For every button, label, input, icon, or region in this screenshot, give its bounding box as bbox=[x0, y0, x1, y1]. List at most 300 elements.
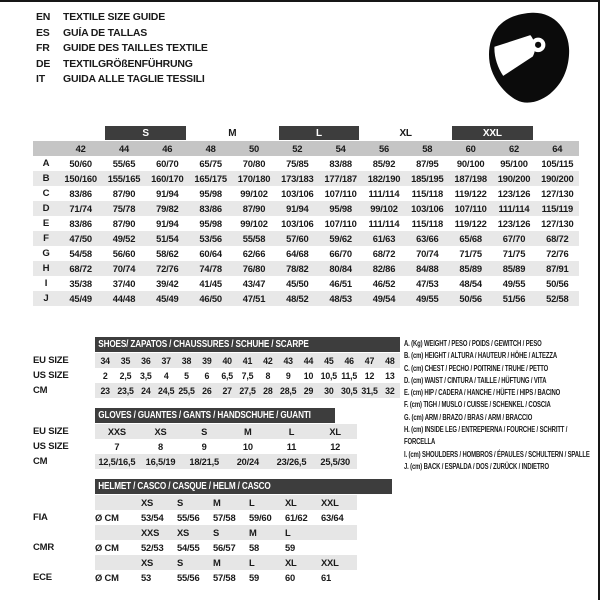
size-number: 58 bbox=[422, 143, 433, 154]
value-cell: 48 bbox=[385, 355, 395, 366]
measure-cell: 119/122 bbox=[454, 188, 487, 199]
measure-cell: 190/200 bbox=[541, 173, 574, 184]
language-header bbox=[36, 10, 208, 88]
shoes-cells bbox=[95, 368, 400, 383]
measure-cell: 65/68 bbox=[459, 233, 482, 244]
row-letter: C bbox=[42, 188, 50, 199]
measure-cell: 107/110 bbox=[454, 203, 487, 214]
row-label: US SIZE bbox=[33, 370, 69, 381]
language-title: TEXTILGRÖßENFÜHRUNG bbox=[63, 57, 193, 70]
row-label bbox=[33, 495, 95, 510]
value-cell: M bbox=[249, 527, 257, 538]
measure-cell: 87/95 bbox=[416, 158, 439, 169]
shoes-cells bbox=[95, 353, 400, 368]
measure-cell: 65/75 bbox=[199, 158, 222, 169]
value-cell: 25,5 bbox=[178, 385, 195, 396]
value-cell: 13 bbox=[385, 370, 395, 381]
value-cell: XS bbox=[141, 557, 154, 568]
measure-cell: 83/86 bbox=[69, 188, 92, 199]
measure-cell: 91/94 bbox=[286, 203, 309, 214]
measure-row-g bbox=[33, 246, 579, 261]
measure-row-h bbox=[33, 261, 579, 276]
value-cell: 55/56 bbox=[177, 572, 200, 583]
legend-item: I. (cm) SHOULDERS / HOMBROS / ÉPAULES / SCHULTERN / SPALLE bbox=[404, 448, 590, 459]
gloves-cells bbox=[95, 454, 357, 469]
value-cell: 59/60 bbox=[249, 512, 272, 523]
measure-cell: 75/78 bbox=[112, 203, 136, 214]
measure-cell: 61/63 bbox=[372, 233, 396, 244]
value-cell: 2 bbox=[102, 370, 108, 381]
gloves-row bbox=[33, 439, 357, 454]
value-cell: 38 bbox=[181, 355, 192, 366]
value-cell: 6,5 bbox=[221, 370, 233, 381]
measure-cell: 52/58 bbox=[546, 293, 569, 304]
legend-item: B. (cm) HEIGHT / ALTURA / HAUTEUR / HÖHE / ALTEZZA bbox=[404, 350, 557, 361]
value-cell: Ø CM bbox=[95, 512, 119, 523]
helmet-cells bbox=[95, 555, 357, 570]
measure-cell: 95/98 bbox=[329, 203, 352, 214]
row-label: EU SIZE bbox=[33, 355, 69, 366]
value-cell: L bbox=[249, 557, 255, 568]
size-number: 60 bbox=[465, 143, 476, 154]
measure-cell: 107/110 bbox=[324, 188, 357, 199]
measure-cell: 68/72 bbox=[546, 233, 569, 244]
measure-cell: 95/98 bbox=[199, 188, 222, 199]
language-title: GUIDA ALLE TAGLIE TESSILI bbox=[63, 73, 205, 86]
helmet-cells bbox=[95, 570, 357, 585]
measure-cell: 187/198 bbox=[454, 173, 487, 184]
measure-cell: 103/106 bbox=[281, 188, 314, 199]
measure-cell: 45/49 bbox=[69, 293, 92, 304]
measure-cell: 55/58 bbox=[242, 233, 266, 244]
language-code: IT bbox=[36, 73, 45, 86]
measure-cell: 173/183 bbox=[281, 173, 314, 184]
measure-row-d bbox=[33, 201, 579, 216]
row-label: CM bbox=[33, 385, 48, 396]
measure-cell: 56/60 bbox=[112, 248, 136, 259]
value-cell: 31,5 bbox=[361, 385, 378, 396]
value-cell: 32 bbox=[385, 385, 395, 396]
shoes-table bbox=[33, 353, 400, 398]
measure-cell: 105/115 bbox=[541, 158, 574, 169]
value-cell: 58 bbox=[249, 542, 260, 553]
measure-cell: 74/78 bbox=[199, 263, 222, 274]
language-code: EN bbox=[36, 11, 51, 23]
size-number: 44 bbox=[118, 143, 129, 154]
measure-cell: 85/89 bbox=[459, 263, 482, 274]
value-cell: 2,5 bbox=[119, 370, 132, 381]
shoes-title: SHOES/ ZAPATOS / CHAUSSURES / SCHUHE / SCARPE bbox=[98, 339, 309, 350]
measure-cell: 95/98 bbox=[199, 218, 222, 229]
gloves-table bbox=[33, 424, 357, 469]
value-cell: 29 bbox=[303, 385, 314, 396]
measure-cell: 57/60 bbox=[286, 233, 309, 244]
language-code: ES bbox=[36, 26, 50, 39]
legend-item: G. (cm) ARM / BRAZO / BRAS / ARM / BRACCIO bbox=[404, 411, 533, 422]
measure-cell: 47/53 bbox=[416, 278, 439, 289]
helmet-table bbox=[33, 495, 392, 585]
measure-cell: 49/54 bbox=[372, 293, 396, 304]
shoes-cells bbox=[95, 383, 400, 398]
value-cell: 61 bbox=[321, 572, 332, 583]
helmet-cells bbox=[95, 510, 357, 525]
row-label: CM bbox=[33, 456, 48, 467]
language-title: TEXTILE SIZE GUIDE bbox=[63, 11, 165, 23]
measure-cell: 87/90 bbox=[112, 188, 136, 199]
measure-cell: 84/88 bbox=[416, 263, 439, 274]
value-cell: 39 bbox=[202, 355, 212, 366]
value-cell: S bbox=[201, 426, 208, 437]
value-cell: S bbox=[177, 497, 184, 508]
value-cell: 41 bbox=[242, 355, 253, 366]
value-cell: 10,5 bbox=[320, 370, 337, 381]
measure-cell: 99/102 bbox=[240, 218, 268, 229]
measure-cell: 70/74 bbox=[416, 248, 439, 259]
value-cell: 8 bbox=[158, 441, 163, 452]
row-label: EU SIZE bbox=[33, 426, 69, 437]
measure-cell: 50/56 bbox=[546, 278, 569, 289]
measure-cell: 82/86 bbox=[372, 263, 396, 274]
legend-item: A. (Kg) WEIGHT / PESO / POIDS / GEWITCH / PESO bbox=[404, 338, 542, 348]
value-cell: XXL bbox=[321, 497, 339, 508]
measure-cell: 99/102 bbox=[240, 188, 268, 199]
measure-cell: 53/56 bbox=[199, 233, 222, 244]
value-cell: 36 bbox=[141, 355, 151, 366]
measure-cell: 54/58 bbox=[69, 248, 92, 259]
gloves-title-band bbox=[95, 408, 335, 423]
size-group-xl: XL bbox=[399, 127, 412, 139]
measure-cell: 46/50 bbox=[199, 293, 222, 304]
size-group-xxl: XXL bbox=[452, 126, 533, 140]
measure-cell: 123/126 bbox=[497, 218, 531, 229]
value-cell: 57/58 bbox=[213, 512, 236, 523]
row-letter: F bbox=[43, 233, 49, 244]
legend-item: F. (cm) TIGH / MUSLO / CUISSE / SCHENKEL / COSCIA bbox=[404, 399, 551, 410]
measure-cell: 99/102 bbox=[370, 203, 398, 214]
helmet-row bbox=[33, 540, 392, 555]
measure-cell: 115/118 bbox=[411, 218, 444, 229]
value-cell: 11,5 bbox=[341, 370, 358, 381]
size-group-m: M bbox=[228, 127, 237, 139]
size-number: 50 bbox=[248, 143, 259, 154]
value-cell: 53 bbox=[141, 572, 152, 583]
row-letter: H bbox=[42, 263, 50, 274]
measure-cell: 127/130 bbox=[541, 218, 574, 229]
measure-cell: 111/114 bbox=[368, 188, 400, 199]
value-cell: 20/24 bbox=[236, 456, 259, 467]
measure-cell: 47/50 bbox=[69, 233, 92, 244]
size-number: 48 bbox=[205, 143, 216, 154]
measure-row-i bbox=[33, 276, 579, 291]
measure-cell: 60/64 bbox=[199, 248, 222, 259]
value-cell: 11 bbox=[286, 441, 297, 452]
value-cell: 10 bbox=[242, 441, 253, 452]
row-label: ECE bbox=[33, 572, 52, 583]
size-table bbox=[33, 126, 579, 306]
row-label: FIA bbox=[33, 512, 48, 523]
measure-cell: 48/54 bbox=[459, 278, 482, 289]
value-cell: XL bbox=[285, 557, 297, 568]
measure-cell: 44/48 bbox=[112, 293, 136, 304]
measure-cell: 58/62 bbox=[156, 248, 179, 259]
measure-cell: 35/38 bbox=[69, 278, 92, 289]
value-cell: 30,5 bbox=[341, 385, 358, 396]
value-cell: 30 bbox=[324, 385, 334, 396]
value-cell: 18/21,5 bbox=[189, 456, 219, 467]
helmet-title-band bbox=[95, 479, 392, 494]
size-number: 42 bbox=[75, 143, 86, 154]
measure-cell: 60/70 bbox=[156, 158, 179, 169]
measure-cell: 190/200 bbox=[497, 173, 531, 184]
size-number: 46 bbox=[162, 143, 173, 154]
measure-cell: 37/40 bbox=[112, 278, 136, 289]
value-cell: 47 bbox=[364, 355, 375, 366]
row-label: US SIZE bbox=[33, 441, 69, 452]
value-cell: 57/58 bbox=[213, 572, 236, 583]
value-cell: 42 bbox=[263, 355, 273, 366]
value-cell: 3,5 bbox=[140, 370, 152, 381]
measure-cell: 90/100 bbox=[456, 158, 485, 169]
shoes-row bbox=[33, 368, 400, 383]
helmet-cells bbox=[95, 540, 357, 555]
measure-row-f bbox=[33, 231, 579, 246]
value-cell: L bbox=[249, 497, 255, 508]
value-cell: 45 bbox=[324, 355, 334, 366]
shoes-row bbox=[33, 353, 400, 368]
measure-cell: 45/49 bbox=[156, 293, 179, 304]
value-cell: 59 bbox=[249, 572, 260, 583]
value-cell: 8 bbox=[265, 370, 271, 381]
helmet-row bbox=[33, 525, 392, 540]
measure-cell: 95/100 bbox=[500, 158, 528, 169]
measure-cell: 66/70 bbox=[329, 248, 352, 259]
measure-row-j bbox=[33, 291, 579, 306]
value-cell: 12 bbox=[330, 441, 341, 452]
measure-cell: 85/92 bbox=[372, 158, 396, 169]
helmet-cells bbox=[95, 495, 357, 510]
value-cell: 28,5 bbox=[280, 385, 297, 396]
top-border-line bbox=[0, 0, 600, 2]
value-cell: 24 bbox=[141, 385, 151, 396]
size-number: 56 bbox=[378, 143, 389, 154]
size-number: 52 bbox=[292, 143, 303, 154]
measure-cell: 87/90 bbox=[242, 203, 266, 214]
value-cell: M bbox=[244, 426, 252, 437]
row-letter: D bbox=[42, 203, 50, 214]
row-label bbox=[33, 555, 95, 570]
value-cell: XS bbox=[141, 497, 154, 508]
value-cell: 63/64 bbox=[321, 512, 344, 523]
legend-item: C. (cm) CHEST / PECHO / POITRINE / TRUHE / PETTO bbox=[404, 362, 549, 373]
measure-cell: 72/76 bbox=[156, 263, 179, 274]
value-cell: S bbox=[213, 527, 220, 538]
measure-cell: 83/86 bbox=[199, 203, 222, 214]
value-cell: 61/62 bbox=[285, 512, 308, 523]
measure-cell: 177/187 bbox=[324, 173, 357, 184]
measure-cell: 46/51 bbox=[329, 278, 352, 289]
value-cell: 24,5 bbox=[158, 385, 175, 396]
measure-cell: 75/85 bbox=[286, 158, 309, 169]
measure-cell: 155/165 bbox=[107, 173, 141, 184]
value-cell: 23/26,5 bbox=[276, 456, 307, 467]
value-cell: 53/54 bbox=[141, 512, 164, 523]
value-cell: 46 bbox=[344, 355, 354, 366]
legend-item: H. (cm) INSIDE LEG / ENTREPIERNA / FOURCHE / SCHRITT / FORCELLA bbox=[404, 424, 568, 447]
legend-item: D. (cm) WAIST / CINTURA / TAILLE / HÜFTUNG / VITA bbox=[404, 374, 547, 385]
value-cell: XXS bbox=[107, 426, 126, 437]
measure-cell: 71/75 bbox=[459, 248, 482, 259]
value-cell: 34 bbox=[100, 355, 110, 366]
measure-cell: 68/72 bbox=[69, 263, 92, 274]
row-letter: G bbox=[42, 248, 50, 259]
shoes-row bbox=[33, 383, 400, 398]
value-cell: 54/55 bbox=[177, 542, 200, 553]
shoes-section bbox=[33, 337, 400, 398]
value-cell: 9 bbox=[201, 441, 207, 452]
measure-cell: 103/106 bbox=[281, 218, 314, 229]
value-cell: 23 bbox=[100, 385, 110, 396]
measure-cell: 47/51 bbox=[242, 293, 266, 304]
measure-cell: 48/53 bbox=[329, 293, 352, 304]
size-group-l: L bbox=[279, 126, 360, 140]
measure-cell: 63/66 bbox=[416, 233, 439, 244]
measure-cell: 68/72 bbox=[372, 248, 396, 259]
measure-cell: 83/88 bbox=[329, 158, 352, 169]
language-title: GUÍA DE TALLAS bbox=[63, 26, 148, 39]
value-cell: XL bbox=[329, 426, 341, 437]
measure-cell: 70/80 bbox=[242, 158, 266, 169]
value-cell: 10 bbox=[303, 370, 314, 381]
row-letter: E bbox=[42, 218, 50, 229]
measure-row-b bbox=[33, 171, 579, 186]
value-cell: 27 bbox=[222, 385, 232, 396]
language-line bbox=[36, 26, 208, 42]
value-cell: S bbox=[177, 557, 184, 568]
measure-cell: 91/94 bbox=[156, 188, 179, 199]
language-code: DE bbox=[36, 57, 51, 70]
legend-item: J. (cm) BACK / ESPALDA / DOS / ZURÜCK / INDIETRO bbox=[404, 460, 549, 471]
size-group-row bbox=[33, 126, 579, 140]
measure-cell: 70/74 bbox=[112, 263, 136, 274]
helmet-title: HELMET / CASCO / CASQUE / HELM / CASCO bbox=[98, 481, 271, 492]
measure-cell: 67/70 bbox=[502, 233, 526, 244]
value-cell: M bbox=[213, 557, 221, 568]
gloves-title: GLOVES / GUANTES / GANTS / HANDSCHUHE / GUANTI bbox=[98, 410, 311, 421]
helmet-row bbox=[33, 510, 392, 525]
legend bbox=[404, 337, 592, 472]
measure-row-a bbox=[33, 156, 579, 171]
measure-cell: 78/82 bbox=[286, 263, 309, 274]
value-cell: Ø CM bbox=[95, 572, 119, 583]
measure-cell: 49/52 bbox=[112, 233, 136, 244]
helmet-row bbox=[33, 495, 392, 510]
value-cell: XL bbox=[285, 497, 297, 508]
gloves-section bbox=[33, 408, 357, 469]
language-title: GUIDE DES TAILLES TEXTILE bbox=[63, 42, 208, 55]
measure-cell: 72/76 bbox=[546, 248, 569, 259]
measure-cell: 71/75 bbox=[502, 248, 526, 259]
measure-cell: 182/190 bbox=[367, 173, 401, 184]
measure-cell: 150/160 bbox=[64, 173, 97, 184]
value-cell: 35 bbox=[120, 355, 131, 366]
measure-cell: 43/47 bbox=[242, 278, 266, 289]
language-line bbox=[36, 72, 208, 88]
measure-cell: 49/55 bbox=[502, 278, 526, 289]
size-number-row bbox=[33, 141, 579, 156]
size-number: 62 bbox=[508, 143, 519, 154]
measure-cell: 49/55 bbox=[416, 293, 439, 304]
gloves-cells bbox=[95, 439, 357, 454]
measure-cell: 62/66 bbox=[242, 248, 266, 259]
value-cell: 23,5 bbox=[117, 385, 134, 396]
value-cell: 4 bbox=[163, 370, 169, 381]
measure-cell: 111/114 bbox=[368, 218, 400, 229]
row-label: CMR bbox=[33, 542, 55, 553]
measure-cell: 46/52 bbox=[372, 278, 396, 289]
measure-cell: 160/170 bbox=[151, 173, 184, 184]
measure-cell: 51/56 bbox=[502, 293, 526, 304]
size-number: 64 bbox=[552, 143, 563, 154]
helmet-section bbox=[33, 479, 392, 585]
measure-cell: 71/74 bbox=[69, 203, 92, 214]
measure-row-e bbox=[33, 216, 579, 231]
gloves-cells bbox=[95, 424, 357, 439]
value-cell: 12,5/16,5 bbox=[98, 456, 136, 467]
value-cell: 5 bbox=[184, 370, 189, 381]
measure-cell: 111/114 bbox=[498, 203, 530, 214]
row-label bbox=[33, 525, 95, 540]
value-cell: M bbox=[213, 497, 221, 508]
measure-cell: 165/175 bbox=[194, 173, 227, 184]
measure-cell: 50/60 bbox=[69, 158, 92, 169]
measure-cell: 55/65 bbox=[112, 158, 136, 169]
measure-cell: 50/56 bbox=[459, 293, 482, 304]
size-group-s: S bbox=[105, 126, 186, 140]
size-number: 54 bbox=[335, 143, 346, 154]
measure-cell: 83/86 bbox=[69, 218, 92, 229]
language-code: FR bbox=[36, 42, 50, 55]
measure-cell: 87/91 bbox=[546, 263, 569, 274]
value-cell: 52/53 bbox=[141, 542, 164, 553]
value-cell: 28 bbox=[263, 385, 273, 396]
value-cell: Ø CM bbox=[95, 542, 119, 553]
value-cell: 27,5 bbox=[239, 385, 256, 396]
gloves-row bbox=[33, 424, 357, 439]
measure-cell: 80/84 bbox=[329, 263, 352, 274]
value-cell: XS bbox=[154, 426, 167, 437]
value-cell: 9 bbox=[285, 370, 291, 381]
value-cell: 43 bbox=[283, 355, 293, 366]
value-cell: XXS bbox=[141, 527, 160, 538]
measure-cell: 48/52 bbox=[286, 293, 309, 304]
language-line bbox=[36, 10, 208, 26]
helmet-cells bbox=[95, 525, 357, 540]
value-cell: XS bbox=[177, 527, 190, 538]
value-cell: 60 bbox=[285, 572, 296, 583]
value-cell: L bbox=[288, 426, 295, 437]
value-cell: 7 bbox=[114, 441, 120, 452]
row-letter: B bbox=[42, 173, 50, 184]
measure-cell: 123/126 bbox=[497, 188, 531, 199]
value-cell: 56/57 bbox=[213, 542, 236, 553]
value-cell: 59 bbox=[285, 542, 296, 553]
value-cell: 37 bbox=[161, 355, 171, 366]
value-cell: L bbox=[285, 527, 291, 538]
value-cell: 16,5/19 bbox=[145, 456, 176, 467]
value-cell: 7,5 bbox=[241, 370, 254, 381]
measure-cell: 64/68 bbox=[286, 248, 309, 259]
value-cell: 55/56 bbox=[177, 512, 200, 523]
